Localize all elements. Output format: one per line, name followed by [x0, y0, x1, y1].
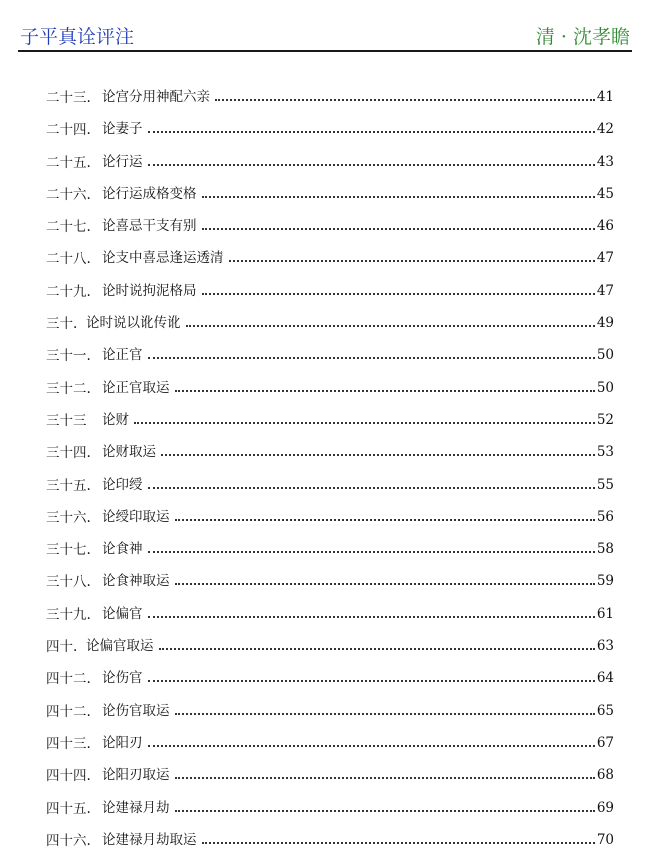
- toc-entry-title: 论妻子: [102, 121, 143, 138]
- toc-entry-page: 59: [596, 573, 614, 590]
- toc-leader-dots: [229, 260, 595, 262]
- toc-entry-page: 70: [596, 831, 614, 848]
- toc-entry-page: 46: [596, 218, 614, 235]
- toc-entry[interactable]: [46, 112, 614, 144]
- toc-leader-dots: [148, 616, 595, 618]
- toc-leader-dots: [148, 551, 595, 553]
- toc-entry-title: 论喜忌干支有别: [102, 218, 197, 235]
- toc-leader-dots: [175, 390, 595, 392]
- toc-leader-dots: [148, 680, 595, 682]
- toc-entry[interactable]: [46, 403, 614, 435]
- toc-entry-page: 41: [596, 89, 614, 105]
- toc-entry[interactable]: [46, 274, 614, 306]
- toc-entry-title: 论财取运: [102, 444, 156, 461]
- toc-entry-number: 二十三.: [46, 90, 91, 106]
- toc-entry-number: 二十七.: [46, 219, 91, 236]
- toc-leader-dots: [175, 777, 595, 779]
- toc-entry-title: 论建禄月劫取运: [102, 831, 197, 848]
- toc-entry-title: 论正官取运: [102, 379, 170, 396]
- toc-entry-number: 三十.: [46, 316, 78, 333]
- toc-entry-number: 三十一.: [46, 348, 91, 365]
- toc-entry[interactable]: [46, 145, 614, 177]
- toc-leader-dots: [202, 842, 595, 844]
- toc-entry-number: 三十八.: [46, 574, 91, 591]
- toc-entry[interactable]: [46, 177, 614, 209]
- toc-leader-dots: [175, 519, 595, 521]
- toc-entry-page: 68: [596, 767, 614, 784]
- toc-entry-number: 四十五.: [46, 800, 91, 817]
- toc-entry[interactable]: [46, 306, 614, 338]
- toc-entry-number: 四十二.: [46, 703, 91, 720]
- toc-entry-number: 四十二.: [46, 671, 91, 688]
- toc-entry-title: 论偏官取运: [86, 638, 154, 655]
- toc-leader-dots: [134, 422, 595, 424]
- toc-entry[interactable]: [46, 241, 614, 273]
- toc-entry-number: 三十九.: [46, 606, 91, 623]
- toc-entry[interactable]: [46, 564, 614, 596]
- toc-entry-number: 四十.: [46, 639, 78, 656]
- toc-entry-title: 论阳刃取运: [102, 767, 170, 784]
- toc-entry-title: 论建禄月劫: [102, 799, 170, 816]
- toc-entry-page: 64: [596, 670, 614, 687]
- toc-entry-number: 二十六.: [46, 186, 91, 203]
- toc-leader-dots: [202, 293, 595, 295]
- toc-entry[interactable]: [46, 597, 614, 629]
- toc-entry[interactable]: [46, 791, 614, 823]
- toc-entry-number: 二十四.: [46, 122, 91, 139]
- toc-entry-number: 四十六.: [46, 832, 91, 849]
- toc-entry-title: 论行运: [102, 153, 143, 170]
- toc-entry[interactable]: [46, 371, 614, 403]
- toc-entry-page: 47: [596, 250, 614, 267]
- toc-entry-number: 三十五.: [46, 477, 91, 494]
- toc-entry[interactable]: [46, 758, 614, 790]
- toc-entry-number: 三十七.: [46, 542, 91, 559]
- header-author: 清 · 沈孝瞻: [535, 26, 630, 48]
- toc-entry-page: 61: [596, 605, 614, 622]
- toc-entry-page: 43: [596, 153, 614, 170]
- toc-leader-dots: [161, 454, 595, 456]
- toc-entry-title: 论宫分用神配六亲: [102, 89, 210, 105]
- toc-entry-number: 四十三.: [46, 735, 91, 752]
- toc-entry-title: 论绶印取运: [102, 508, 170, 525]
- toc-entry-page: 67: [596, 734, 614, 751]
- toc-entry-page: 42: [596, 121, 614, 138]
- toc-entry[interactable]: [46, 629, 614, 661]
- toc-entry-page: 58: [596, 541, 614, 558]
- toc-entry-page: 47: [596, 282, 614, 299]
- toc-entry-page: 55: [596, 476, 614, 493]
- toc-entry-page: 50: [596, 347, 614, 364]
- toc-entry-page: 69: [596, 799, 614, 816]
- toc-entry-title: 论时说以讹传讹: [86, 315, 181, 332]
- toc-entry-page: 63: [596, 638, 614, 655]
- toc-entry-number: 三十六.: [46, 509, 91, 526]
- toc-leader-dots: [186, 325, 595, 327]
- toc-entry[interactable]: [46, 823, 614, 855]
- toc-entry[interactable]: [46, 661, 614, 693]
- toc-leader-dots: [148, 745, 595, 747]
- toc-entry-page: 52: [596, 411, 614, 428]
- toc-entry-title: 论支中喜忌逢运透清: [102, 250, 224, 267]
- toc-leader-dots: [148, 487, 595, 489]
- toc-leader-dots: [175, 713, 595, 715]
- toc-entry-number: 四十四.: [46, 768, 91, 785]
- toc-entry-title: 论正官: [102, 347, 143, 364]
- toc-entry[interactable]: [46, 468, 614, 500]
- toc-entry[interactable]: [46, 694, 614, 726]
- toc-entry[interactable]: [46, 532, 614, 564]
- toc-leader-dots: [148, 164, 595, 166]
- toc-entry-number: 二十九.: [46, 283, 91, 300]
- toc-entry-title: 论伤官: [102, 670, 143, 687]
- toc-leader-dots: [175, 583, 595, 585]
- toc-entry[interactable]: [46, 338, 614, 370]
- toc-entry[interactable]: [46, 500, 614, 532]
- toc-leader-dots: [148, 131, 595, 133]
- table-of-contents: [46, 80, 614, 855]
- toc-entry-number: 三十四.: [46, 445, 91, 462]
- toc-entry-page: 56: [596, 508, 614, 525]
- toc-entry-title: 论行运成格变格: [102, 185, 197, 202]
- toc-entry-page: 53: [596, 444, 614, 461]
- toc-entry-title: 论财: [102, 411, 129, 428]
- toc-entry[interactable]: [46, 209, 614, 241]
- toc-entry-number: 三十二.: [46, 380, 91, 397]
- toc-leader-dots: [202, 196, 595, 198]
- toc-entry-title: 论时说拘泥格局: [102, 282, 197, 299]
- toc-entry-title: 论伤官取运: [102, 702, 170, 719]
- toc-leader-dots: [148, 357, 595, 359]
- toc-entry-number: 三十三: [46, 412, 87, 429]
- toc-entry[interactable]: [46, 80, 614, 112]
- toc-entry-number: 二十五.: [46, 154, 91, 171]
- toc-entry-page: 49: [596, 315, 614, 332]
- toc-entry[interactable]: [46, 726, 614, 758]
- toc-entry-title: 论印绶: [102, 476, 143, 493]
- toc-leader-dots: [202, 228, 595, 230]
- toc-entry-title: 论食神取运: [102, 573, 170, 590]
- toc-leader-dots: [175, 810, 595, 812]
- page-header: [18, 20, 632, 52]
- toc-entry-page: 45: [596, 185, 614, 202]
- toc-entry-title: 论偏官: [102, 605, 143, 622]
- toc-leader-dots: [159, 648, 595, 650]
- toc-entry[interactable]: [46, 435, 614, 467]
- toc-entry-page: 65: [596, 702, 614, 719]
- toc-entry-number: 二十八.: [46, 251, 91, 268]
- toc-entry-page: 50: [596, 379, 614, 396]
- toc-entry-title: 论阳刃: [102, 734, 143, 751]
- toc-entry-title: 论食神: [102, 541, 143, 558]
- header-book-title: 子平真诠评注: [20, 26, 135, 48]
- toc-leader-dots: [215, 99, 595, 101]
